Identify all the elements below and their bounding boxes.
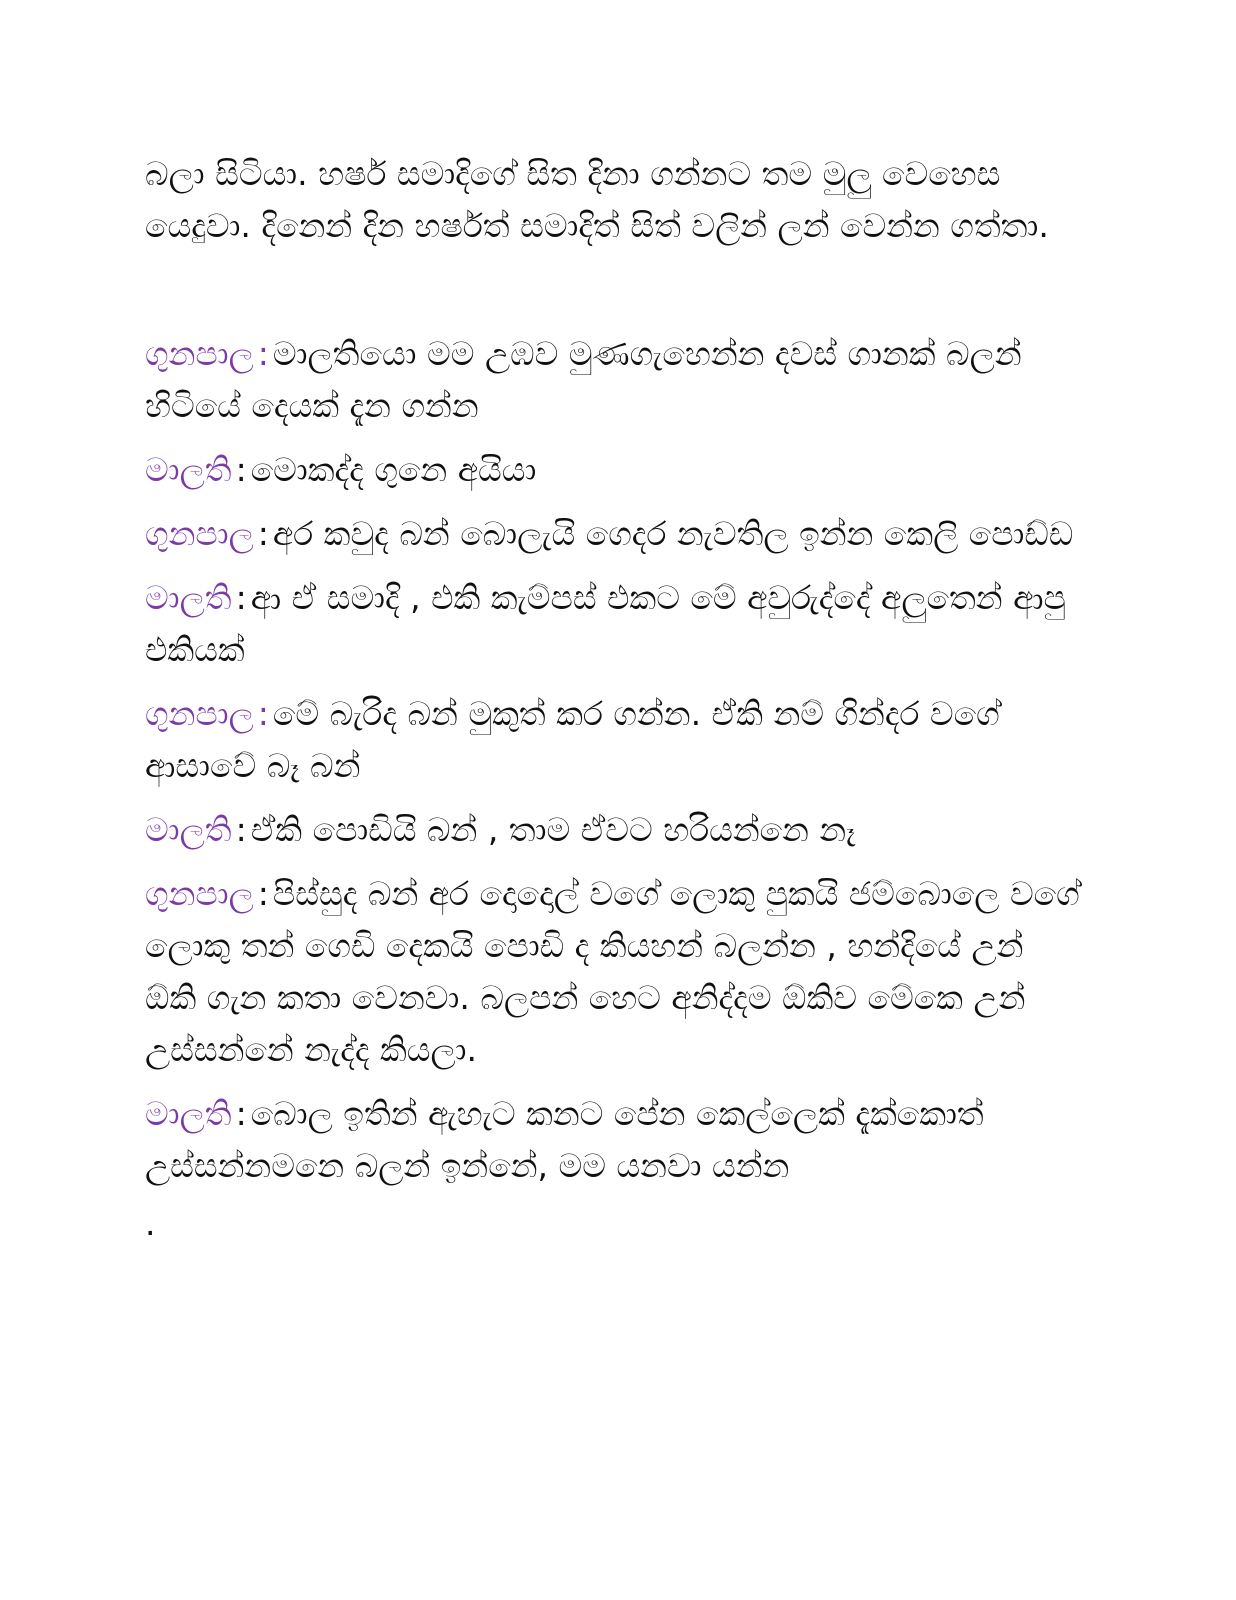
speaker-separator: : <box>257 334 269 373</box>
dialogue-line <box>145 328 1085 432</box>
dialogue-text: මේ බැරිද බන් මුකුත් කර ගන්න. ඒකි නම් ගින්දර වගේ ආසාවේ බෑ බන් <box>145 694 1000 785</box>
dialogue-line <box>145 444 1085 496</box>
document-page <box>145 148 1085 1244</box>
dialogue-line <box>145 1088 1085 1192</box>
speaker-name: ගුනපාල <box>145 514 254 553</box>
speaker-name: මාලති <box>145 810 232 849</box>
dialogue-line <box>145 688 1085 792</box>
speaker-separator: : <box>257 874 269 913</box>
dialogue-line <box>145 508 1085 560</box>
dialogue-text: මොකද්ද ගුනෙ අයියා <box>250 450 537 489</box>
dialogue-line <box>145 804 1085 856</box>
dialogue <box>145 328 1085 1244</box>
speaker-separator: : <box>257 514 269 553</box>
dialogue-text: බොල ඉතින් ඇහැට කනට පේන කෙල්ලෙක් දැක්කොත් උස්සන්නමනෙ බලන් ඉන්නේ, මම යනවා යන්න <box>145 1094 984 1185</box>
speaker-separator: : <box>257 694 269 733</box>
speaker-name: ගුනපාල <box>145 874 254 913</box>
speaker-name: මාලති <box>145 450 232 489</box>
speaker-name: මාලති <box>145 578 232 617</box>
speaker-separator: : <box>235 1094 247 1133</box>
dialogue-text: ආ ඒ සමාදි , එකි කැම්පස් එකට මේ අවුරුද්දේ අලුතෙන් ආපු එකියක් <box>145 578 1066 669</box>
speaker-separator: : <box>235 578 247 617</box>
dialogue-text: පිස්සුද බන් අර දොදොල් වගේ ලොකු පුකයි ජම්බොලෙ වගේ ලොකු තන් ගෙඩි දෙකයි පොඩි ද කියහන් බලන්න , හන්දියේ උන් ඕකි ගැන කතා වෙනවා. බලපන් හෙට අනිද්දම ඕකිව මේකෙ උන් උස්සන්නේ නැද්ද කියලා. <box>145 874 1080 1069</box>
dialogue-text: ඒකි පොඩියි බන් , තාම ඒවට හරියන්නෙ නෑ <box>250 810 856 849</box>
dialogue-line <box>145 868 1085 1076</box>
end-mark: . <box>145 1204 156 1243</box>
speaker-name: ගුනපාල <box>145 334 254 373</box>
speaker-name: ගුනපාල <box>145 694 254 733</box>
intro-paragraph: බලා සිටියා. හර්ෂ සමාදිගේ සිත දිනා ගන්නට තම මුලු වෙහෙස යෙදුවා. දිනෙන් දින හර්ෂත් සමාදිත් සිත් වලින් ලන් වෙන්න ගත්තා. <box>145 154 1049 245</box>
speaker-separator: : <box>235 450 247 489</box>
dialogue-text: මාලතියො මම උඹව මුණගැහෙන්න දවස් ගානක් බලන් හිටියේ දෙයක් දැන ගන්න <box>145 334 1022 425</box>
speaker-name: මාලති <box>145 1094 232 1133</box>
dialogue-line <box>145 572 1085 676</box>
dialogue-text: අර කවුද බන් බොලැයි ගෙදර නැවතිල ඉන්න කෙලි පොඩ්ඩ <box>272 514 1074 553</box>
speaker-separator: : <box>235 810 247 849</box>
